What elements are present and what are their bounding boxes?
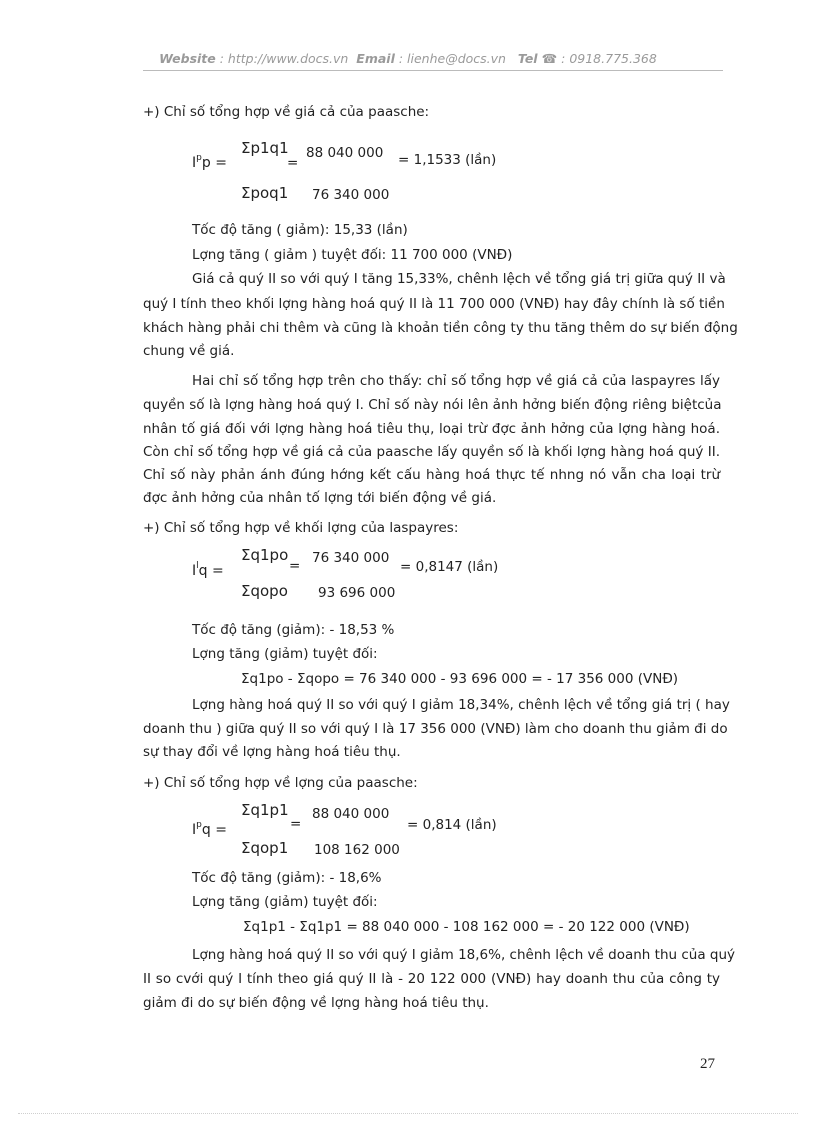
website-url[interactable]: : http://www.docs.vn <box>219 51 349 66</box>
text-line: Tốc độ tăng (giảm): - 18,53 % <box>192 622 395 638</box>
formula-index: I <box>192 563 197 579</box>
page-bottom-border <box>18 1113 798 1114</box>
paragraph-line: chung về giá. <box>143 343 235 359</box>
formula-denominator-symbol: Σpoq1 <box>241 184 289 202</box>
text-line: Lợng tăng (giảm) tuyệt đối: <box>192 894 378 910</box>
formula-denominator-symbol: Σqop1 <box>241 839 289 857</box>
formula-result: = 1,1533 (lần) <box>398 152 497 168</box>
formula-symbol <box>192 816 227 839</box>
paragraph-line: nhân tố giá đối với lợng hàng hoá tiêu thụ, loại trừ đợc ảnh hởng của lợng hàng hoá. <box>143 421 720 437</box>
paragraph-line: quý I tính theo khối lợng hàng hoá quý II là 11 700 000 (VNĐ) hay đây chính là số tiền <box>143 296 725 312</box>
paragraph-line: khách hàng phải chi thêm và cũng là khoản tiền công ty thu tăng thêm do sự biến động <box>143 320 738 336</box>
formula-index: I <box>192 822 197 838</box>
formula-numerator-symbol: Σp1q1 <box>241 139 289 157</box>
formula-difference: Σq1po - Σqopo = 76 340 000 - 93 696 000 = - 17 356 000 (VNĐ) <box>241 671 679 687</box>
formula-difference: Σq1p1 - Σq1p1 = 88 040 000 - 108 162 000 = - 20 122 000 (VNĐ) <box>243 919 690 935</box>
text-line: Tốc độ tăng ( giảm): 15,33 (lần) <box>192 222 408 238</box>
email-label: Email <box>356 51 395 66</box>
paragraph-line: Hai chỉ số tổng hợp trên cho thấy: chỉ số tổng hợp về giá cả của laspayres lấy <box>192 373 720 389</box>
formula-numerator-value: 76 340 000 <box>312 550 390 566</box>
formula-numerator-value: 88 040 000 <box>312 806 390 822</box>
paragraph-line: Lợng hàng hoá quý II so với quý I giảm 18,34%, chênh lệch về tổng giá trị ( hay <box>192 697 730 713</box>
formula-result: = 0,814 (lần) <box>407 817 497 833</box>
page-number: 27 <box>700 1056 715 1072</box>
formula-result: = 0,8147 (lần) <box>400 559 499 575</box>
paragraph-line: quyền số là lợng hàng hoá quý I. Chỉ số này nói lên ảnh hởng biến động riêng biệtcủa <box>143 397 722 413</box>
paragraph-line: Lợng hàng hoá quý II so với quý I giảm 18,6%, chênh lệch về doanh thu của quý <box>192 947 735 963</box>
formula-sup: p <box>196 820 202 830</box>
formula-index: I <box>192 155 197 171</box>
formula-equals: = <box>289 558 301 574</box>
formula-sub: q = <box>198 563 224 579</box>
formula-sub: p = <box>201 155 227 171</box>
formula-numerator-symbol: Σq1p1 <box>241 801 289 819</box>
formula-denominator-symbol: Σqopo <box>241 582 288 600</box>
section-heading-paasche-price: +) Chỉ số tổng hợp về giá cả của paasche: <box>143 104 430 120</box>
text-line: Lợng tăng (giảm) tuyệt đối: <box>192 646 378 662</box>
paragraph-line: giảm đi do sự biến động về lợng hàng hoá tiêu thụ. <box>143 995 489 1011</box>
text-line: Lợng tăng ( giảm ) tuyệt đối: 11 700 000 (VNĐ) <box>192 247 513 263</box>
formula-symbol <box>192 557 224 580</box>
phone-icon: ☎ <box>541 51 558 66</box>
paragraph-line: Còn chỉ số tổng hợp về giá cả của paasche lấy quyền số là khối lợng hàng hoá quý II. <box>143 444 720 460</box>
header-divider <box>143 70 723 71</box>
paragraph-line: II so cvới quý I tính theo giá quý II là - 20 122 000 (VNĐ) hay doanh thu của công ty <box>143 971 720 987</box>
paragraph-line: Chỉ số này phản ánh đúng hớng kết cấu hàng hoá thực tế nhng nó vẫn cha loại trừ <box>143 467 720 483</box>
paragraph-line: đợc ảnh hởng của nhân tố lợng tới biến động về giá. <box>143 490 497 506</box>
tel-label: Tel <box>517 51 538 66</box>
formula-numerator-symbol: Σq1po <box>241 546 289 564</box>
website-label: Website <box>159 51 216 66</box>
formula-sup: l <box>196 561 199 571</box>
formula-numerator-value: 88 040 000 <box>306 145 384 161</box>
tel-number: : 0918.775.368 <box>561 51 657 66</box>
formula-denominator-value: 93 696 000 <box>318 585 396 601</box>
formula-denominator-value: 76 340 000 <box>312 187 390 203</box>
text-line: Tốc độ tăng (giảm): - 18,6% <box>192 870 382 886</box>
paragraph-line: doanh thu ) giữa quý II so với quý I là 17 356 000 (VNĐ) làm cho doanh thu giảm đi do <box>143 721 728 737</box>
formula-sub: q = <box>201 822 227 838</box>
page-header <box>0 51 816 66</box>
paragraph-line: sự thay đổi về lợng hàng hoá tiêu thụ. <box>143 744 401 760</box>
section-heading-laspayres-volume: +) Chỉ số tổng hợp về khối lợng của laspayres: <box>143 520 459 536</box>
formula-equals: = <box>287 155 299 171</box>
email-address[interactable]: : lienhe@docs.vn <box>398 51 506 66</box>
formula-denominator-value: 108 162 000 <box>314 842 400 858</box>
paragraph-line: Giá cả quý II so với quý I tăng 15,33%, chênh lệch về tổng giá trị giữa quý II và <box>192 271 726 287</box>
formula-equals: = <box>290 816 302 832</box>
section-heading-paasche-volume: +) Chỉ số tổng hợp về lợng của paasche: <box>143 775 418 791</box>
formula-symbol <box>192 149 227 172</box>
formula-sup: p <box>196 153 202 163</box>
